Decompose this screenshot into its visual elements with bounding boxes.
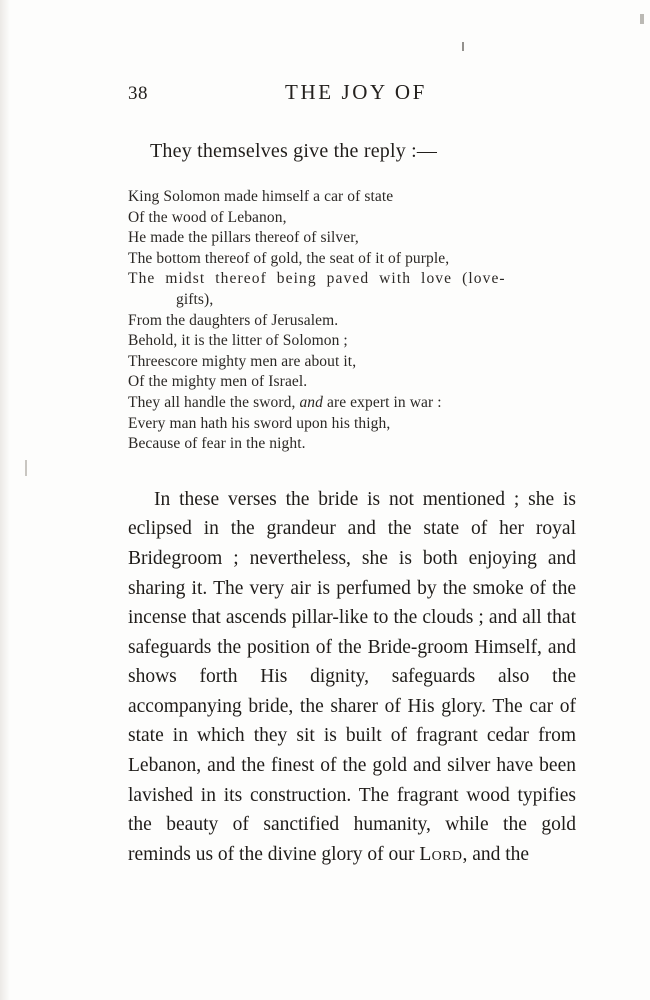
page-header (128, 80, 576, 114)
verse-line: Because of fear in the night. (128, 435, 306, 453)
running-head: THE JOY OF (285, 80, 427, 104)
verse-line: Threescore mighty men are about it, (128, 352, 357, 370)
scan-speck-left (25, 460, 27, 476)
verse-line: The midst thereof being paved with love (love- (128, 270, 506, 288)
small-caps-word: Lord (419, 843, 463, 865)
scan-artifact-top-right (640, 14, 644, 24)
verse-line: The bottom thereof of gold, the seat of it of purple, (128, 249, 450, 267)
verse-line-runover: gifts), (176, 290, 214, 308)
verse-line: From the daughters of Jerusalem. (128, 311, 339, 329)
body-paragraph (128, 485, 576, 870)
verse-line-part: are expert in war : (323, 393, 442, 411)
paragraph-text-tail: , and the (462, 843, 530, 865)
verse-line: He made the pillars thereof of silver, (128, 229, 359, 247)
page-edge-shadow (0, 0, 10, 1000)
verse-line: Of the wood of Lebanon, (128, 208, 287, 226)
page-number: 38 (128, 83, 148, 104)
lead-in-line: They themselves give the reply :— (150, 140, 438, 162)
verse-line: King Solomon made himself a car of state (128, 188, 394, 205)
verse-block (128, 187, 576, 455)
verse-line: Behold, it is the litter of Solomon ; (128, 332, 348, 350)
verse-line: Every man hath his sword upon his thigh, (128, 414, 391, 432)
page-content (128, 80, 576, 869)
verse-line: Of the mighty men of Israel. (128, 373, 308, 391)
verse-line-part: They all handle the sword, (128, 393, 300, 411)
paragraph-text: In these verses the bride is not mentioned ; she is eclipsed in the grandeur and the state of her royal Bridegroom ; nevertheless, she is both enjoying and sharing it. The very air is perfumed by the smoke of the incense that ascends pillar-like to the clouds ; and all that safeguards the position of the Bride-groom Himself, and shows forth His dignity, safeguards also the accompanying bride, the sharer of His glory. The car of state in which they sit is built of fragrant cedar from Lebanon, and the finest of the gold and silver have been lavished in its construction. The fragrant wood typifies the beauty of sanctified humanity, while the gold reminds us of the divine glory of our (128, 488, 576, 865)
scan-speck-upper (462, 42, 464, 51)
verse-italic-word: and (299, 393, 323, 411)
verse-line-with-italic (128, 393, 576, 414)
